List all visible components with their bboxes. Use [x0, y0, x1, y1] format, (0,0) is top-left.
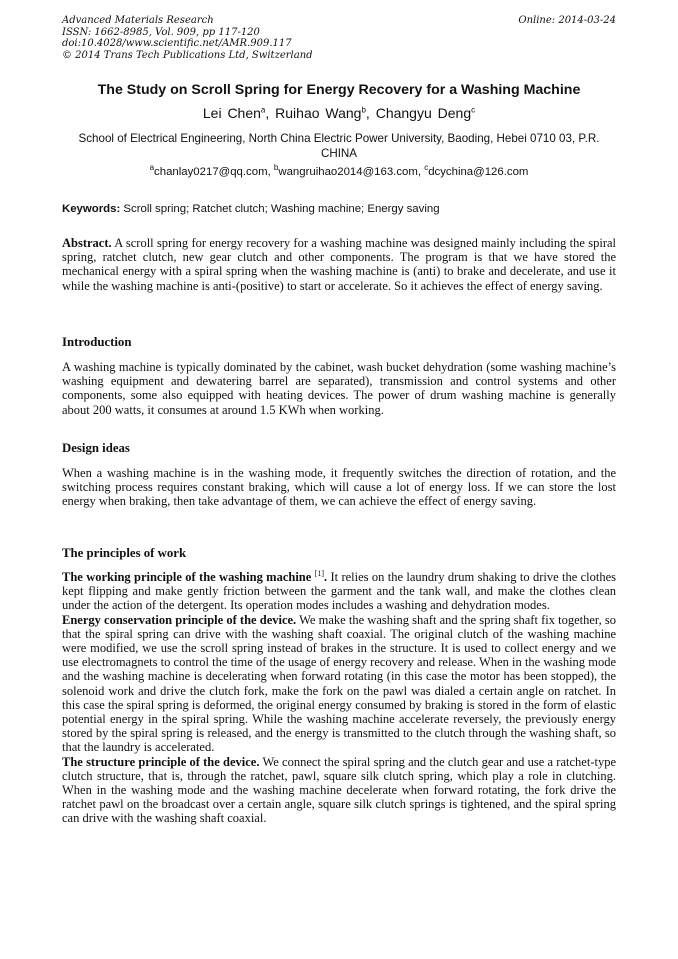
reference-mark[interactable]: [1] [314, 568, 324, 578]
principle-working-lead: The working principle of the washing machine [62, 570, 312, 584]
principle-energy [62, 613, 616, 755]
email-address[interactable]: wangruihao2014@163.com, [278, 166, 422, 178]
design-ideas-text: When a washing machine is in the washing mode, it frequently switches the direction of rotation, and the switching process requires constant braking, which will cause a lot of energy loss. If we can store the lost energy when braking, then take advantage of them, we can achieve the effect of energy saving. [62, 466, 616, 509]
principle-working-dot: . [324, 570, 328, 584]
principle-energy-text: We make the washing shaft and the spring shaft fix together, so that the spiral spring can drive with the washing shaft coaxial. The original clutch of the washing machine were modified, we use the scroll spring instead of brakes in the structure. It is used to collect energy and we use electromagnets to control the time of the usage of energy recovery and release. When in the washing mode and the washing machine is decelerating when forward rotating (in this case the motor has been stopped), the solenoid work and drive the clutch fork, make the fork on the pawl was dialed a certain angle on ratchet. In this case the spiral spring is deformed, the original energy consumed by braking is stored in the form of elastic potential energy in the spiral spring. While the washing machine accelerate reversely, the previously energy stored by the spiral spring is released, and the energy is transmitted to the clutch through the washing shaft, so that the laundry is accelerated. [62, 612, 616, 755]
principle-energy-lead: Energy conservation principle of the device. [62, 612, 297, 627]
keywords [62, 203, 616, 215]
email-address[interactable]: dcychina@126.com [428, 166, 529, 178]
journal-name: Advanced Materials Research [62, 15, 214, 26]
keywords-label: Keywords: [62, 203, 121, 215]
principle-working-text: It relies on the laundry drum shaking to drive the clothes kept flipping and make gently friction between the garment and the tank wall, and make the clothes clean under the action of the detergent. Its operation modes includes a washing and dehydration modes. [62, 570, 617, 613]
paper-title: The Study on Scroll Spring for Energy Recovery for a Washing Machine [97, 82, 581, 98]
issn-line: ISSN: 1662-8985, Vol. 909, pp 117-120 [62, 26, 260, 38]
author-name: Lei Chen [202, 105, 261, 121]
principle-structure [62, 755, 616, 826]
email-mark: a [149, 163, 155, 173]
abstract-label: Abstract. [62, 236, 112, 250]
keywords-text: Scroll spring; Ratchet clutch; Washing machine; Energy saving [123, 203, 440, 215]
email-mark: c [424, 163, 429, 173]
principle-working [62, 570, 616, 613]
heading-design-ideas: Design ideas [62, 441, 130, 455]
principles-body [62, 570, 616, 826]
online-date: Online: 2014-03-24 [518, 15, 616, 26]
email-address[interactable]: chanlay0217@qq.com, [154, 166, 271, 178]
author-mark: c [471, 105, 476, 115]
email-list [62, 163, 616, 178]
abstract [62, 236, 616, 293]
author-mark: a [260, 105, 266, 115]
principle-structure-text: We connect the spiral spring and the clutch gear and use a ratchet-type clutch structure, that is, through the ratchet, pawl, square silk clutch spring, which play a role in clutching. When in the washing mode and the washing machine decelerate when forward rotating, the fork drive the ratchet pawl on the broadcast over a certain angle, square silk clutch springs is tightened, and the spiral spring can drive with the washing shaft coaxial. [62, 754, 616, 826]
principle-structure-lead: The structure principle of the device. [62, 754, 260, 769]
email-mark: b [273, 163, 279, 173]
heading-introduction: Introduction [62, 335, 132, 349]
author-name: Changyu Deng [375, 105, 472, 121]
doi-line: doi:10.4028/www.scientific.net/AMR.909.117 [62, 38, 292, 49]
abstract-text: A scroll spring for energy recovery for a washing machine was designed mainly including the spiral spring, ratchet clutch, new gear clutch and other components. The program is that we have stored the mechanical energy with a spiral spring when the washing machine is (anti) to brake and decelerate, and use it while the washing machine is anti-(positive) to start or accelerate. So it achieves the effect of energy saving. [62, 236, 616, 293]
author-mark: b [361, 105, 366, 115]
heading-principles: The principles of work [62, 546, 187, 560]
journal-header [62, 15, 616, 61]
copyright-line: © 2014 Trans Tech Publications Ltd, Switzerland [62, 49, 313, 61]
affiliation: School of Electrical Engineering, North China Electric Power University, Baoding, Hebei 0710 03, P.R. CHINA [78, 132, 600, 160]
author-list: Lei Chen$^a$, Ruihao Wang$^b$, Changyu Deng$^c$ [202, 105, 476, 121]
author-name: Ruihao Wang [275, 105, 362, 121]
introduction-text: A washing machine is typically dominated by the cabinet, wash bucket dehydration (some washing machine’s washing equipment and dewatering barrel are separated), transmission and control systems and other components, some also equipped with heating devices. The power of drum washing machine is generally about 200 watts, it consumes at around 1.5 KWh when working. [62, 360, 616, 417]
